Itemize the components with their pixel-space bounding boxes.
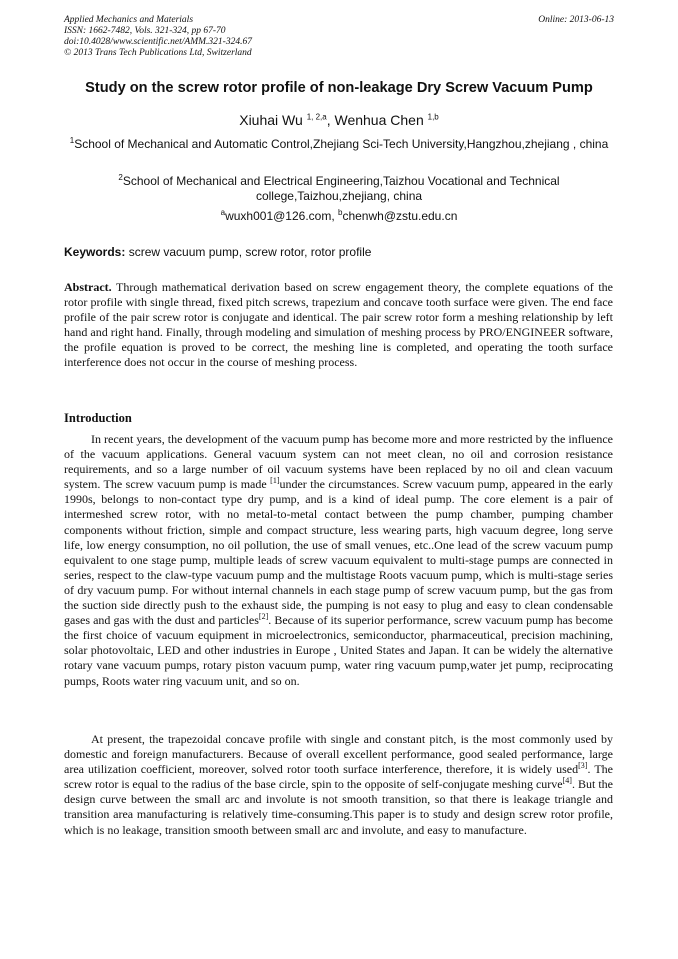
abstract-text: Through mathematical derivation based on screw engagement theory, the complete equations of the rotor profile with single thread, fixed pitch screws, trapezium and concave tooth surface were given. The end face profile of the pair screw rotor is conjugate and identical. The pair screw rotor form a meshing relationship by left hand and right hand. Finally, through modeling and simulation of meshing process by PRO/ENGINEER software, the profile equation is proved to be correct, the meshing line is completed, and operating the tooth surface interference does not occur in the course of meshing process. [64,280,613,370]
keywords-text: screw vacuum pump, screw rotor, rotor profile [125,245,372,259]
affiliation-1 [60,137,618,152]
author-line [40,112,638,128]
citation-1[interactable]: [1] [270,476,280,486]
intro-p2-part-c: . But the design curve between the small arc and involute is not smooth transition, so that there is leakage triangle and transition area manufacturing is relatively time-consuming.This paper is to study and design screw rotor profile, which is no leakage, transition smooth between small arc and involute, and easy to manufacture. [64,777,613,837]
author-1-sup: 1, 2,a [306,112,327,122]
email-separator: , [331,209,338,223]
email-b-link[interactable]: chenwh@zstu.edu.cn [342,209,458,223]
intro-p2-part-a: At present, the trapezoidal concave profile with single and constant pitch, is the most commonly used by domestic and foreign manufacturers. Because of overall excellent performance, good sealed performance, large area utilization coefficient, moreover, solved rotor tooth surface interference, therefore, it is widely used [64,732,613,777]
affiliation-1-text: School of Mechanical and Automatic Control,Zhejiang Sci-Tech University,Hangzhou,zhejiang , china [74,137,609,151]
affiliation-1-sup: 1 [69,136,75,145]
intro-p1-part-a: In recent years, the development of the vacuum pump has become more and more restricted by the influence of the vacuum applications. General vacuum system can not meet clean, no oil and corrosion resistance requirements, and so a large number of oil vacuum systems have been replaced by no oil and clean vacuum system. The screw vacuum pump is made [64,432,613,492]
introduction-heading: Introduction [64,411,132,425]
abstract-section [64,280,613,371]
issn-line: ISSN: 1662-7482, Vols. 321-324, pp 67-70 [64,26,226,36]
journal-header [64,15,616,59]
email-b-sup: b [338,208,343,217]
affiliation-2 [60,174,618,204]
copyright-line: © 2013 Trans Tech Publications Ltd, Switzerland [64,48,252,58]
email-a-link[interactable]: wuxh001@126.com [225,209,332,223]
author-2-name: Wenhua Chen [334,112,424,128]
email-line [40,209,638,223]
email-a-sup: a [220,208,226,217]
journal-name: Applied Mechanics and Materials [64,15,194,25]
doi-line: doi:10.4028/www.scientific.net/AMM.321-324.67 [64,37,252,47]
keywords-section [64,245,616,259]
affiliation-2-text: School of Mechanical and Electrical Engineering,Taizhou Vocational and Technical college,Taizhou,zhejiang, china [122,174,560,203]
introduction-paragraph-2 [64,732,613,838]
intro-p1-part-c: . Because of its superior performance, screw vacuum pump has become the first choice of vacuum equipment in microelectronics, semiconductor, pharmaceutical, precision machining, solar photovoltaic, LED and other industries in Europe , United States and Japan. It can be widely the alternative rotary vane vacuum pumps, rotary piston vacuum pump, water ring vacuum pump,water jet pump, reciprocating pumps, Roots water ring vacuum unit, and so on. [64,613,613,688]
keywords-label: Keywords: [64,245,126,259]
author-2-sup: 1,b [427,112,439,122]
intro-p2-part-b: . The screw rotor is equal to the radius of the base circle, spin to the opposite of self-conjugate meshing curve [64,762,613,792]
intro-p1-part-b: under the circumstances. Screw vacuum pump, appeared in the early 1990s, belongs to non-contact type dry pump, and is a kind of ideal pump. The core element is a pair of intermeshed screw rotor, with no metal-to-metal contact between the pump chamber, pumping chamber components without friction, simple and compact structure, less wearing parts, high vacuum degree, long serve life, low energy consumption, no oil pollution, the use of small venues, etc..One lead of the screw vacuum pump equivalent to one stage pump, multiple leads of screw vacuum equivalent to multi-stage pumps are connected in series, respect to the claw-type vacuum pump and the multistage Roots vacuum pump, which is multi-stage series of dry vacuum pump. For without internal channels in each stage pump of screw vacuum pump, but the gas from the suction side directly push to the exhaust side, the pumping is not easy to plug and easy to clean condensable gases and gas with the dust and particles [64,477,613,628]
affiliation-2-sup: 2 [118,173,123,182]
online-date: Online: 2013-06-13 [538,15,614,25]
abstract-label: Abstract. [64,280,112,294]
author-1-name: Xiuhai Wu [239,112,303,128]
citation-2[interactable]: [2] [258,612,269,622]
paper-title: Study on the screw rotor profile of non-leakage Dry Screw Vacuum Pump [85,80,593,96]
citation-4[interactable]: [4] [562,776,572,786]
author-separator: , [326,112,335,128]
introduction-paragraph-1 [64,432,613,689]
citation-3[interactable]: [3] [578,761,588,771]
